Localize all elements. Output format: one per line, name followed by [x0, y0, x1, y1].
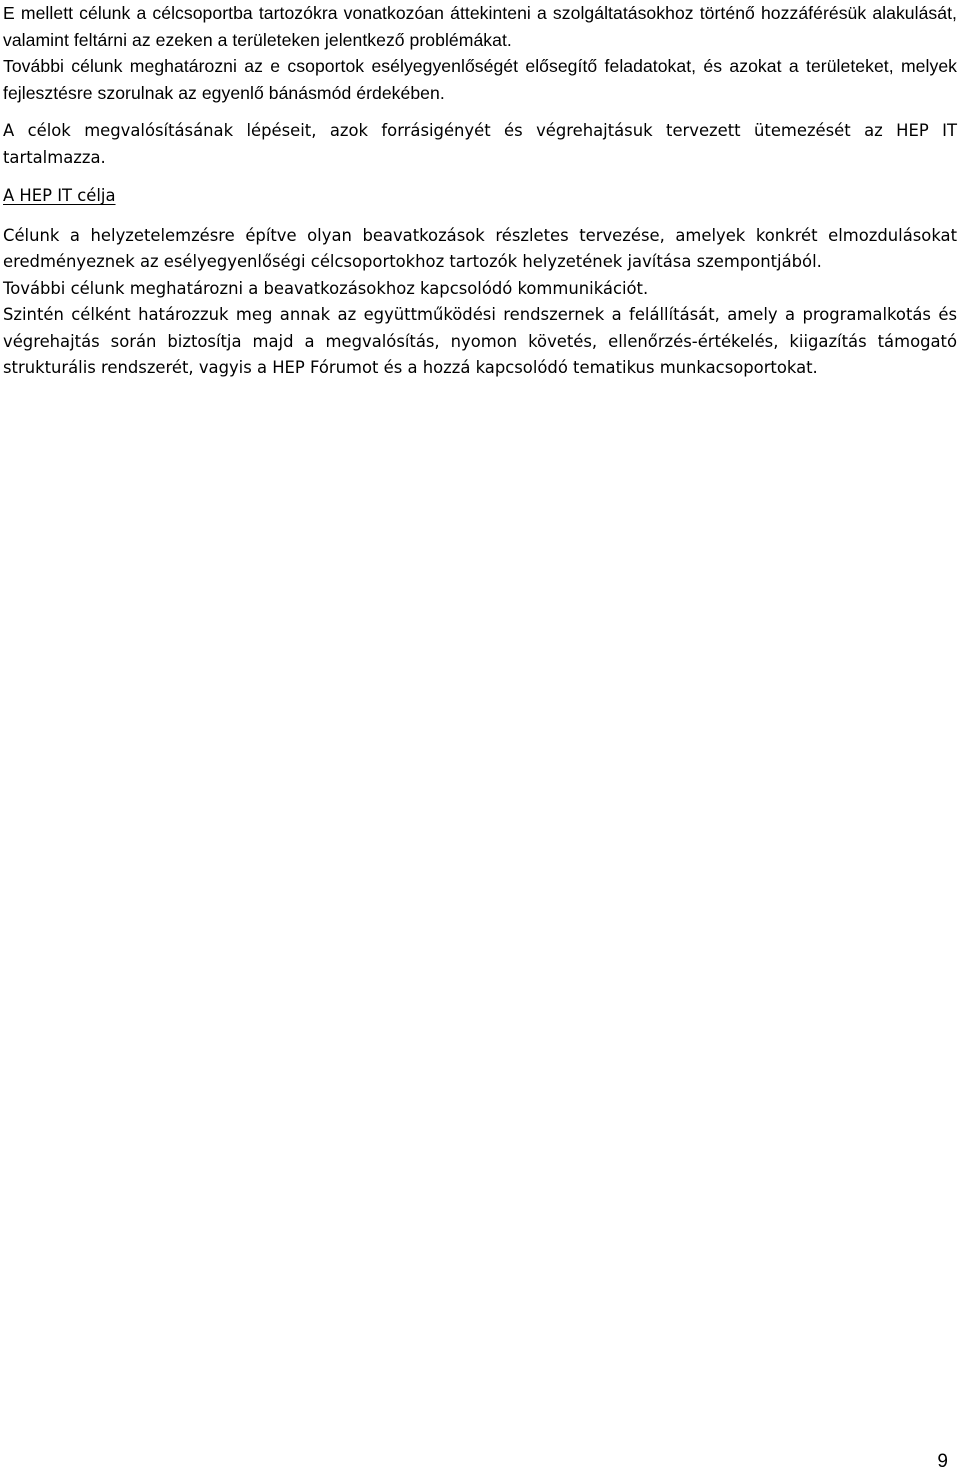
paragraph-hep-it-content: A célok megvalósításának lépéseit, azok forrásigényét és végrehajtásuk tervezett ütemezését az HEP IT tartalmazza. — [3, 121, 957, 167]
paragraph-intro-access: E mellett célunk a célcsoportba tartozókra vonatkozóan áttekinteni a szolgáltatásokhoz történő hozzáférésük alakulását, valamint feltárni az ezeken a területeken jelentkező problémákat. — [3, 3, 957, 50]
page-number: 9 — [937, 1451, 948, 1472]
document-page — [3, 0, 957, 382]
paragraph-intro-tasks: További célunk meghatározni az e csoportok esélyegyenlőségét elősegítő feladatokat, és azokat a területeket, melyek fejlesztésre szorulnak az egyenlő bánásmód érdekében. — [3, 56, 957, 103]
paragraph-goal-interventions: Célunk a helyzetelemzésre építve olyan beavatkozások részletes tervezése, amelyek konkrét elmozdulásokat eredményeznek az esélyegyenlőségi célcsoportokhoz tartozók helyzetének javítása szempontjából. — [3, 225, 957, 271]
paragraph-goal-communication: További célunk meghatározni a beavatkozásokhoz kapcsolódó kommunikációt. — [3, 278, 649, 298]
paragraph-goal-cooperation: Szintén célként határozzuk meg annak az együttműködési rendszernek a felállítását, amely a programalkotás és végrehajtás során biztosítja majd a megvalósítás, nyomon követés, ellenőrzés-értékelés, kiigazítás támogató strukturális rendszerét, vagyis a HEP Fórumot és a hozzá kapcsolódó tematikus munkacsoportokat. — [3, 305, 957, 377]
section-heading: A HEP IT célja — [3, 186, 116, 205]
